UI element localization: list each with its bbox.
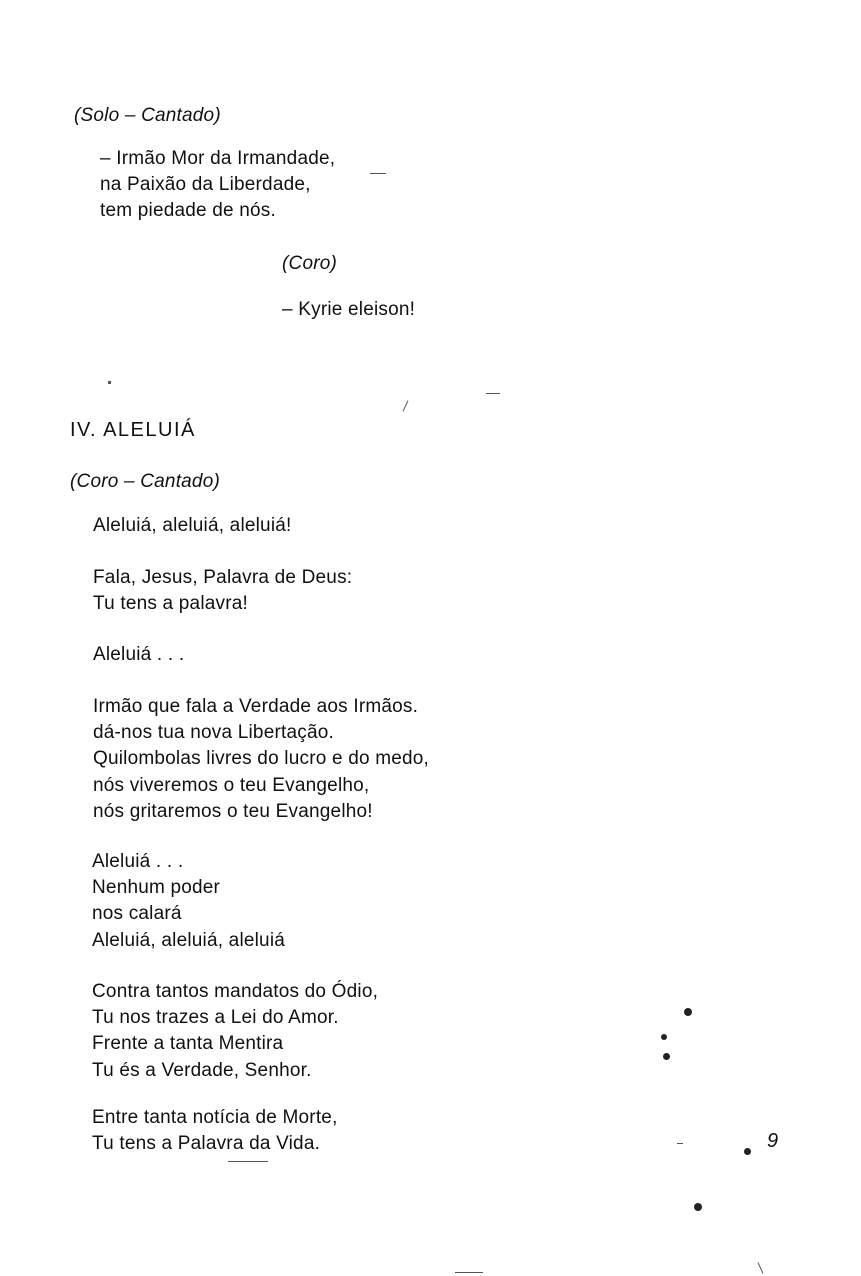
stanza-3 bbox=[93, 642, 184, 668]
stanza-6 bbox=[92, 979, 378, 1084]
page-number: 9 bbox=[767, 1130, 779, 1152]
verse-line: Aleluiá, aleluiá, aleluiá! bbox=[93, 515, 292, 536]
verse-line: Aleluiá, aleluiá, aleluiá bbox=[92, 929, 286, 951]
stray-mark bbox=[108, 381, 111, 384]
stanza-1 bbox=[93, 513, 292, 539]
verse-line: Tu tens a Palavra da Vida. bbox=[92, 1133, 321, 1155]
verse-line: – Irmão Mor da Irmandade, bbox=[100, 148, 336, 169]
verse-line: Aleluiá . . . bbox=[93, 644, 185, 665]
chorus-direction: (Coro) bbox=[282, 253, 338, 274]
verse-line: tem piedade de nós. bbox=[100, 200, 276, 222]
solo-direction: (Solo – Cantado) bbox=[74, 105, 221, 126]
stanza-7 bbox=[92, 1105, 338, 1157]
stray-mark bbox=[228, 1161, 268, 1162]
stray-mark bbox=[758, 1262, 764, 1273]
solo-verse bbox=[100, 146, 335, 225]
verse-line: nós gritaremos o teu Evangelho! bbox=[93, 800, 373, 822]
punch-hole-dot bbox=[663, 1053, 670, 1060]
verse-line: Contra tantos mandatos do Ódio, bbox=[92, 981, 379, 1002]
verse-line: Entre tanta notícia de Morte, bbox=[92, 1107, 338, 1128]
stray-mark bbox=[486, 393, 500, 394]
verse-line: Tu tens a palavra! bbox=[93, 593, 248, 615]
stray-mark bbox=[370, 173, 386, 174]
section-heading: IV. ALELUIÁ bbox=[70, 419, 196, 441]
stray-mark bbox=[403, 400, 409, 411]
verse-line: Fala, Jesus, Palavra de Deus: bbox=[93, 567, 353, 588]
verse-line: dá-nos tua nova Libertação. bbox=[93, 722, 334, 744]
aleluia-direction: (Coro – Cantado) bbox=[70, 471, 220, 492]
punch-hole-dot bbox=[744, 1148, 751, 1155]
punch-hole-dot bbox=[661, 1034, 667, 1040]
verse-line: Nenhum poder bbox=[92, 877, 221, 899]
verse-line: nós viveremos o teu Evangelho, bbox=[93, 774, 370, 796]
chorus-response: – Kyrie eleison! bbox=[282, 299, 416, 320]
punch-hole-dot bbox=[694, 1203, 702, 1211]
stray-mark bbox=[677, 1143, 683, 1144]
verse-line: nos calará bbox=[92, 903, 182, 925]
verse-line: Irmão que fala a Verdade aos Irmãos. bbox=[93, 696, 419, 717]
verse-line: na Paixão da Liberdade, bbox=[100, 174, 311, 196]
verse-line: Tu nos trazes a Lei do Amor. bbox=[92, 1007, 339, 1029]
verse-line: Frente a tanta Mentira bbox=[92, 1033, 284, 1055]
stanza-5 bbox=[92, 849, 285, 954]
punch-hole-dot bbox=[684, 1008, 692, 1016]
stanza-4 bbox=[93, 694, 429, 825]
stray-mark bbox=[455, 1272, 483, 1273]
verse-line: Aleluiá . . . bbox=[92, 851, 184, 872]
verse-line: Quilombolas livres do lucro e do medo, bbox=[93, 748, 430, 770]
verse-line: Tu és a Verdade, Senhor. bbox=[92, 1059, 312, 1081]
stanza-2 bbox=[93, 565, 352, 617]
